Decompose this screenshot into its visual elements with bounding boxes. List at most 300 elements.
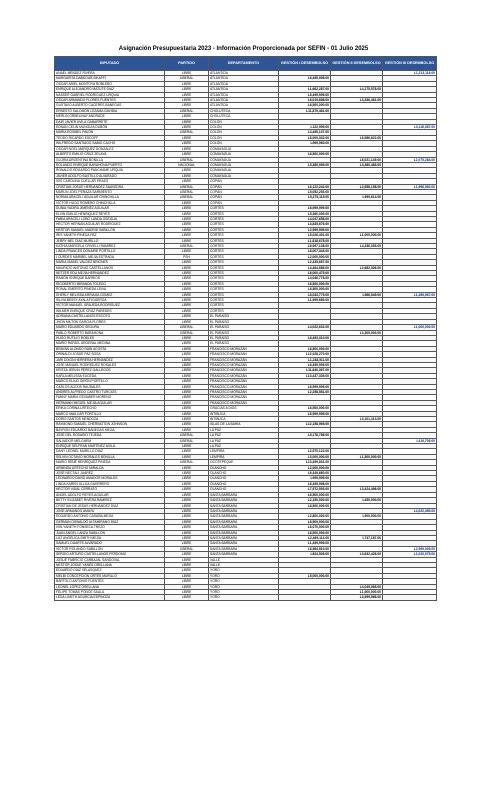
cell-diputado: MARGARITA DABDOUB SIKAFFI <box>55 76 165 81</box>
cell-gestion-2: L1,000,000.00 <box>331 233 383 238</box>
cell-departamento: CORTÉS <box>209 276 279 281</box>
cell-partido: LIBRE <box>165 503 209 508</box>
cell-gestion-1: L4,464,686.00 <box>279 265 331 270</box>
cell-departamento: YORO <box>209 595 279 600</box>
cell-gestion-1: L6,500,000.00 <box>279 519 331 524</box>
cell-departamento: ATLÁNTIDA <box>209 103 279 108</box>
cell-diputado: EDNAN CELIN MUNGUIA DUBÓN <box>55 125 165 130</box>
cell-departamento: FRANCISCO MORAZÁN <box>209 346 279 351</box>
cell-diputado: JOSÉ MANUEL RODRÍGUEZ ROSALES <box>55 362 165 367</box>
cell-partido: LIBRE <box>165 379 209 384</box>
cell-partido: LIBRE <box>165 173 209 178</box>
cell-departamento: SANTA BÁRBARA <box>209 514 279 519</box>
cell-diputado: ROLANDO ENRIQUE BARAHONA PUERTO <box>55 162 165 167</box>
cell-gestion-1: L6,493,310.00 <box>279 335 331 340</box>
cell-partido: LIBRE <box>165 427 209 432</box>
cell-departamento: FRANCISCO MORAZÁN <box>209 389 279 394</box>
cell-departamento: OLANCHO <box>209 481 279 486</box>
cell-partido: LIBRE <box>165 341 209 346</box>
cell-partido: LIBRE <box>165 87 209 92</box>
cell-partido: LIBRE <box>165 368 209 373</box>
cell-gestion-2: L3,999,966.00 <box>331 595 383 600</box>
cell-gestion-1: L2,000,000.00 <box>279 465 331 470</box>
cell-departamento: SANTA BÁRBARA <box>209 552 279 557</box>
cell-departamento: OCOTEPEQUE <box>209 460 279 465</box>
cell-gestion-2: L966,549.00 <box>331 292 383 297</box>
cell-gestion-1: L6,499,999.00 <box>279 92 331 97</box>
cell-departamento: YORO <box>209 568 279 573</box>
document-title: Asignación Presupuestaria 2023 - Información Proporcionada por SEFIN - 01 Julio 2025 <box>118 46 369 52</box>
cell-departamento: COMAYAGUA <box>209 168 279 173</box>
cell-diputado: EDUARDO DIAZ VELASQUEZ <box>55 568 165 573</box>
cell-gestion-1: L2,258,581.00 <box>279 389 331 394</box>
cell-diputado: MAURICIO ANTONIO CASTELLANOS <box>55 265 165 270</box>
cell-gestion-1: L6,499,998.00 <box>279 76 331 81</box>
cell-diputado: VÍCTOR MANUEL GRAJEDA RODRÍGUEZ <box>55 303 165 308</box>
cell-diputado: JOSÉ NECTALÍ JUÁREZ <box>55 471 165 476</box>
cell-partido: LIBRE <box>165 125 209 130</box>
cell-departamento: OLANCHO <box>209 476 279 481</box>
cell-departamento: LA PAZ <box>209 433 279 438</box>
cell-partido: LIBRE <box>165 535 209 540</box>
cell-gestion-1: L6,997,138.00 <box>279 244 331 249</box>
cell-departamento: COPÁN <box>209 195 279 200</box>
cell-diputado: NASSER GABRIEL RODRIGUEZ URQUIA <box>55 92 165 97</box>
cell-gestion-1: L2,469,114.00 <box>279 535 331 540</box>
cell-partido: LIBRE <box>165 362 209 367</box>
cell-diputado: OSCAR NOEL MARQUEZ GONZALEZ <box>55 146 165 151</box>
cell-departamento: COLÓN <box>209 130 279 135</box>
cell-diputado: SERGIO ARTURO CASTELLANOS PERDOMO <box>55 552 165 557</box>
cell-diputado: PABLO ROBERTO BARAHONA <box>55 330 165 335</box>
cell-diputado: ISIS CAROLINA CUELLAR ERAZO <box>55 179 165 184</box>
cell-diputado: MARIA ROSIBEL PAVÓN <box>55 130 165 135</box>
cell-departamento: FRANCISCO MORAZÁN <box>209 400 279 405</box>
cell-gestion-1: L1,818,678.00 <box>279 238 331 243</box>
cell-diputado: GUSTAVO ALBERTO CACERES BANEGAS <box>55 103 165 108</box>
cell-diputado: JUAN ÁNGEL LANZA SABILLÓN <box>55 530 165 535</box>
cell-departamento: CORTÉS <box>209 238 279 243</box>
cell-gestion-2: L1,500,000.00 <box>331 590 383 595</box>
cell-departamento: CORTÉS <box>209 244 279 249</box>
cell-departamento: SANTA BÁRBARA <box>209 525 279 530</box>
header-departamento: DEPARTAMENTO <box>209 57 279 71</box>
cell-gestion-1: L2,435,667.00 <box>279 260 331 265</box>
cell-departamento: EL PARAÍSO <box>209 341 279 346</box>
cell-partido: LIBRE <box>165 562 209 567</box>
cell-gestion-1: L2,999,999.00 <box>279 227 331 232</box>
cell-departamento: FRANCISCO MORAZÁN <box>209 373 279 378</box>
cell-gestion-2: L900,000.00 <box>331 514 383 519</box>
cell-partido: PSH <box>165 254 209 259</box>
cell-departamento: CHOLUTECA <box>209 114 279 119</box>
cell-departamento: EL PARAÍSO <box>209 314 279 319</box>
cell-gestion-1: L6,499,999.00 <box>279 362 331 367</box>
cell-gestion-1: L6,070,000.00 <box>279 525 331 530</box>
cell-departamento: COMAYAGUA <box>209 157 279 162</box>
cell-diputado: ALBERTO EMILIO CRUZ ZELAYA <box>55 152 165 157</box>
cell-gestion-1: L6,500,000.00 <box>279 406 331 411</box>
cell-partido: LIBRE <box>165 249 209 254</box>
cell-gestion-2: L3,101,413.00 <box>331 417 383 422</box>
cell-departamento: YORO <box>209 579 279 584</box>
cell-departamento: CORTÉS <box>209 233 279 238</box>
cell-diputado: MARCO MAILCAR PORTILLO <box>55 411 165 416</box>
cell-partido: LIBERAL <box>165 325 209 330</box>
cell-partido: LIBRE <box>165 238 209 243</box>
cell-departamento: CORTÉS <box>209 249 279 254</box>
cell-diputado: LEONEL LÓPEZ ORELLANA <box>55 584 165 589</box>
cell-gestion-1: L1,662,287.00 <box>279 87 331 92</box>
cell-gestion-3: L1,000,000.00 <box>383 325 437 330</box>
cell-partido: LIBRE <box>165 444 209 449</box>
cell-gestion-1: L1,499,999.00 <box>279 541 331 546</box>
cell-diputado: HERMANN MIGUEL MEJÍA AGUILAR <box>55 400 165 405</box>
cell-partido: LIBERAL <box>165 76 209 81</box>
cell-departamento: ATLÁNTIDA <box>209 87 279 92</box>
cell-gestion-1: L6,500,000.00 <box>279 287 331 292</box>
cell-partido: LIBRE <box>165 211 209 216</box>
cell-diputado: BAYRON EDUARDO BANEGAS MEJÍA <box>55 427 165 432</box>
cell-departamento: YORO <box>209 590 279 595</box>
cell-gestion-3 <box>383 595 437 600</box>
cell-partido: LIBRE <box>165 352 209 357</box>
cell-partido: LIBRE <box>165 400 209 405</box>
header-gestion-1: GESTIÓN I DESEMBOLSO <box>279 57 331 71</box>
cell-gestion-1: L12,028,270.00 <box>279 352 331 357</box>
cell-diputado: DUNIA YADIRA JIMÉNEZ AGUILAR <box>55 206 165 211</box>
cell-departamento: CORTÉS <box>209 254 279 259</box>
cell-departamento: COMAYAGUA <box>209 173 279 178</box>
cell-gestion-1: L1,999,680.00 <box>279 298 331 303</box>
cell-departamento: SANTA BÁRBARA <box>209 546 279 551</box>
table-body <box>55 71 437 601</box>
budget-table <box>54 56 437 601</box>
cell-departamento: EL PARAÍSO <box>209 325 279 330</box>
cell-gestion-3: L2,075,284.00 <box>383 157 437 162</box>
cell-diputado: ÁNGEL ADOLFO REYES AGUILAR <box>55 492 165 497</box>
cell-gestion-1: L6,500,000.00 <box>279 503 331 508</box>
cell-gestion-2: L3,380,483.00 <box>331 162 383 167</box>
cell-gestion-1: L1,248,511.00 <box>279 357 331 362</box>
cell-gestion-1: L6,000,475.00 <box>279 271 331 276</box>
cell-departamento: LEMPIRA <box>209 454 279 459</box>
cell-departamento: FRANCISCO MORAZÁN <box>209 368 279 373</box>
cell-diputado: KARLA MELISSA EUCEDA <box>55 373 165 378</box>
cell-departamento: COPÁN <box>209 179 279 184</box>
cell-diputado: BARTOLO ANTONIO FUENTES <box>55 579 165 584</box>
cell-partido: LIBRE <box>165 519 209 524</box>
cell-departamento: SANTA BÁRBARA <box>209 492 279 497</box>
cell-partido: LIBRE <box>165 395 209 400</box>
cell-gestion-1: L999,060.00 <box>279 141 331 146</box>
cell-partido: LIBERAL <box>165 546 209 551</box>
cell-departamento: LA PAZ <box>209 427 279 432</box>
cell-partido: LIBRE <box>165 422 209 427</box>
cell-partido: LIBRE <box>165 152 209 157</box>
cell-partido: LIBERAL <box>165 184 209 189</box>
cell-partido: LIBRE <box>165 389 209 394</box>
cell-gestion-1: L6,500,000.00 <box>279 103 331 108</box>
cell-partido: LIBRE <box>165 590 209 595</box>
cell-partido: LIBRE <box>165 146 209 151</box>
cell-gestion-1: L13,499,831.00 <box>279 460 331 465</box>
cell-gestion-1: L6,499,998.00 <box>279 481 331 486</box>
cell-gestion-2: L4,175,578.00 <box>331 87 383 92</box>
cell-partido: LIBRE <box>165 265 209 270</box>
cell-partido: LIBERAL <box>165 157 209 162</box>
cell-gestion-1: L5,052,253.00 <box>279 189 331 194</box>
cell-partido: LIBRE <box>165 508 209 513</box>
cell-gestion-2: L2,682,306.00 <box>331 265 383 270</box>
cell-gestion-1: L3,499,107.00 <box>279 130 331 135</box>
cell-departamento: ATLÁNTIDA <box>209 71 279 76</box>
cell-diputado: NESTOR JOSUE YANES ORELLANA <box>55 562 165 567</box>
cell-gestion-2: L999,614.00 <box>331 195 383 200</box>
cell-diputado: LOURDES MARIBEL MEJIA ESTRADA <box>55 254 165 259</box>
cell-gestion-2: L6,021,149.00 <box>331 157 383 162</box>
cell-gestion-1: L4,022,632.00 <box>279 325 331 330</box>
cell-partido: LIBRE <box>165 92 209 97</box>
header-gestion-3: GESTIÓN III DESEMBOLSO <box>383 57 437 71</box>
cell-partido: LIBRE <box>165 406 209 411</box>
cell-diputado: SILVIA BESSY AYALA FIGUEROA <box>55 298 165 303</box>
cell-partido: LIBERAL <box>165 189 209 194</box>
cell-gestion-1: L5,389,999.00 <box>279 162 331 167</box>
cell-departamento: COPÁN <box>209 200 279 205</box>
header-diputado: DIPUTADO <box>55 57 165 71</box>
cell-gestion-1: L4,047,658.00 <box>279 216 331 221</box>
cell-diputado: VÍCTOR HUGO ROMERO CHINCHILLA <box>55 200 165 205</box>
cell-gestion-1: L11,640,367.00 <box>279 368 331 373</box>
cell-diputado: OSCAR ARMANDO FLORES FUENTES <box>55 98 165 103</box>
cell-gestion-1: L6,999,999.00 <box>279 384 331 389</box>
cell-partido: LIBRE <box>165 498 209 503</box>
cell-partido: LIBRE <box>165 119 209 124</box>
cell-gestion-1: L2,800,000.00 <box>279 514 331 519</box>
cell-gestion-1: L6,449,660.00 <box>279 471 331 476</box>
cell-diputado: RAYMOND SAMUEL CHERINGTON JOHNSON <box>55 422 165 427</box>
cell-gestion-1: L122,999.00 <box>279 125 331 130</box>
cell-diputado: DAIR JAVIER ÁVILA GABARRETE <box>55 119 165 124</box>
cell-gestion-1: L3,835,676.00 <box>279 222 331 227</box>
cell-diputado: BETTY ELIZABET RIVERA RAMÍREZ <box>55 498 165 503</box>
cell-departamento: SANTA BÁRBARA <box>209 519 279 524</box>
cell-diputado: SALVADOR MELGHEM <box>55 438 165 443</box>
cell-diputado: JHON MILTON GARCÍA FLORES <box>55 319 165 324</box>
cell-diputado: RONAL EMERITO PINEDA LEIVA <box>55 287 165 292</box>
cell-gestion-1: L13,437,339.00 <box>279 373 331 378</box>
cell-partido: LIBRE <box>165 287 209 292</box>
cell-gestion-1: L2,000,000.00 <box>279 254 331 259</box>
cell-departamento: FRANCISCO MORAZÁN <box>209 379 279 384</box>
cell-departamento: CORTÉS <box>209 222 279 227</box>
cell-gestion-2: L4,336,353.00 <box>331 244 383 249</box>
cell-gestion-1: L5,026,491.00 <box>279 233 331 238</box>
cell-partido: LIBRE <box>165 303 209 308</box>
cell-partido: LIBERAL <box>165 108 209 113</box>
cell-gestion-2: L450,000.00 <box>331 498 383 503</box>
cell-diputado: SHERLY MELISSA ARRIAGA GÓMEZ <box>55 292 165 297</box>
cell-gestion-1: L11,879,461.00 <box>279 108 331 113</box>
cell-departamento: EL PARAÍSO <box>209 319 279 324</box>
cell-departamento: COLÓN <box>209 141 279 146</box>
cell-partido: LIBRE <box>165 271 209 276</box>
cell-diputado: SAMUEL DUARTE ALVARADO <box>55 541 165 546</box>
cell-diputado: VÍCTOR ROLANDO SABILLÓN <box>55 546 165 551</box>
cell-diputado: ARMINDA URTECHO MIRALDA <box>55 465 165 470</box>
cell-departamento: ISLAS DE LA BAHÍA <box>209 422 279 427</box>
cell-partido: LIBRE <box>165 471 209 476</box>
cell-gestion-3: L1,020,075.00 <box>383 552 437 557</box>
cell-departamento: ATLÁNTIDA <box>209 81 279 86</box>
cell-diputado: WILFREDO SANTIAGO SABIO CACHO <box>55 141 165 146</box>
cell-gestion-1 <box>279 595 331 600</box>
cell-diputado: JARI DIXON HERRERA HERNÁNDEZ <box>55 357 165 362</box>
cell-gestion-2: L3,305,000.00 <box>331 330 383 335</box>
cell-diputado: MERLIN ORBELINAY ANDRADE <box>55 114 165 119</box>
cell-departamento: CORTÉS <box>209 281 279 286</box>
cell-partido: LIBRE <box>165 492 209 497</box>
cell-departamento: LA PAZ <box>209 444 279 449</box>
cell-partido: LIBERAL <box>165 460 209 465</box>
cell-departamento: CORTÉS <box>209 287 279 292</box>
cell-diputado: LINDA KAREN ULLOA GUERRERO <box>55 481 165 486</box>
cell-gestion-1: L6,000,332.00 <box>279 135 331 140</box>
cell-diputado: FABIA ARACELI LOBO LANDA OSEGUA <box>55 216 165 221</box>
cell-partido: LIBRE <box>165 298 209 303</box>
cell-diputado: SELVIN OCTAVIO MORALES BONILLA <box>55 454 165 459</box>
cell-diputado: CARLOS ALEXIS RAUDALES <box>55 384 165 389</box>
cell-departamento: FRANCISCO MORAZÁN <box>209 357 279 362</box>
cell-departamento: COPÁN <box>209 184 279 189</box>
cell-gestion-1: L6,500,000.00 <box>279 492 331 497</box>
cell-partido: LIBRE <box>165 584 209 589</box>
cell-diputado: LEONARDO DAVID AMADOR MORALES <box>55 476 165 481</box>
cell-diputado: FELIPE TOMÁS PONCE SAULA <box>55 590 165 595</box>
cell-gestion-3: L1,996,560.00 <box>383 184 437 189</box>
cell-diputado: MELBI CONCEPCIÓN ORTÉS MURILLO <box>55 573 165 578</box>
cell-departamento: OLANCHO <box>209 465 279 470</box>
cell-diputado: JOSÉ DEL ROSARIO TEJEDA <box>55 433 165 438</box>
cell-departamento: FRANCISCO MORAZÁN <box>209 352 279 357</box>
cell-diputado: ERNESTO SALOMÓN LEZAMA GAVIDIA <box>55 108 165 113</box>
cell-departamento: OLANCHO <box>209 487 279 492</box>
cell-gestion-1: L7,972,593.00 <box>279 487 331 492</box>
cell-diputado: CRISTIAN DE JESÚS HERNÁNDEZ DÍAZ <box>55 503 165 508</box>
cell-partido: LIBRE <box>165 98 209 103</box>
cell-gestion-1: L6,500,000.00 <box>279 152 331 157</box>
cell-partido: LIBRE <box>165 179 209 184</box>
cell-diputado: BRAYAN ALONSO RUBÍ ACOSTA <box>55 346 165 351</box>
cell-diputado: ANDRÉS ALFREDO CASTRO TURCIOS <box>55 389 165 394</box>
cell-gestion-1: L6,984,510.00 <box>279 546 331 551</box>
cell-departamento: COMAYAGUA <box>209 162 279 167</box>
cell-diputado: KATHIA MARCELA CRIVELLI RAMÍREZ <box>55 244 165 249</box>
cell-gestion-3: L4,022,450.00 <box>383 508 437 513</box>
cell-diputado: DANY LEONEL MURILLO DÍAZ <box>55 449 165 454</box>
cell-diputado: MARIO RENÉ HENRÍQUEZ PINEDA <box>55 460 165 465</box>
cell-gestion-1: L4,046,778.00 <box>279 276 331 281</box>
cell-departamento: COMAYAGUA <box>209 152 279 157</box>
cell-partido: LIBRE <box>165 206 209 211</box>
cell-partido: LIBRE <box>165 384 209 389</box>
cell-gestion-1: L2,570,122.00 <box>279 449 331 454</box>
cell-departamento: VALLE <box>209 557 279 562</box>
cell-departamento: YORO <box>209 584 279 589</box>
cell-departamento: ATLÁNTIDA <box>209 92 279 97</box>
cell-partido: LIBRE <box>165 168 209 173</box>
cell-diputado: MARCO ELIUD GIRÓN PORTILLO <box>55 379 165 384</box>
cell-partido: LIBRE <box>165 346 209 351</box>
cell-diputado: TEODO RICARDO ESCOFF <box>55 135 165 140</box>
cell-diputado: HÉCTOR VIDAL CERRATO <box>55 487 165 492</box>
cell-partido: LIBRE <box>165 541 209 546</box>
cell-partido: LIBERAL <box>165 244 209 249</box>
cell-departamento: SANTA BÁRBARA <box>209 541 279 546</box>
cell-partido: LIBRE <box>165 357 209 362</box>
cell-partido: LIBRE <box>165 260 209 265</box>
cell-departamento: CORTÉS <box>209 303 279 308</box>
cell-gestion-3: L419,705.00 <box>383 438 437 443</box>
cell-departamento: SANTA BÁRBARA <box>209 508 279 513</box>
cell-diputado: DORIS SANTOS MENDOZA <box>55 417 165 422</box>
cell-diputado: ENRIQUE SELFRAN MARTÍNEZ ÁVILA <box>55 444 165 449</box>
cell-gestion-2: L3,632,426.00 <box>331 552 383 557</box>
cell-departamento: OLANCHO <box>209 471 279 476</box>
cell-partido: LIBRE <box>165 216 209 221</box>
cell-partido: LIBRE <box>165 514 209 519</box>
cell-diputado: RONALDO EDGARDO PANCHAME URQUIA <box>55 168 165 173</box>
header-gestion-2: GESTIÓN II DESEMBOLSO <box>331 57 383 71</box>
cell-departamento: CORTÉS <box>209 260 279 265</box>
cell-diputado: FANNY MARIA GEVAWER MORENO <box>55 395 165 400</box>
cell-departamento: CORTÉS <box>209 308 279 313</box>
cell-partido: LIBRE <box>165 454 209 459</box>
cell-partido: LIBRE <box>165 222 209 227</box>
cell-gestion-1: L6,999,999.00 <box>279 206 331 211</box>
cell-diputado: JOSUÉ FABRICIO CARBAJAL SANDOVAL <box>55 557 165 562</box>
table-row <box>55 595 437 600</box>
cell-gestion-1: L3,000,000.00 <box>279 454 331 459</box>
cell-departamento: ATLÁNTIDA <box>209 98 279 103</box>
cell-partido: LIBRE <box>165 335 209 340</box>
cell-partido: LIBRE <box>165 308 209 313</box>
cell-diputado: MARIO EDUARDO SEGURA <box>55 325 165 330</box>
cell-partido: LIBRE <box>165 314 209 319</box>
cell-diputado: ANAEL MÉNDEZ RIVERA <box>55 71 165 76</box>
cell-diputado: CRISTIAN JOSUÉ HERNÁNDEZ SAAVEDRA <box>55 184 165 189</box>
cell-partido: LIBRE <box>165 141 209 146</box>
cell-departamento: SANTA BÁRBARA <box>209 503 279 508</box>
cell-diputado: GLORIA ARGENTINA BONILLA <box>55 157 165 162</box>
cell-partido: LIBERAL <box>165 130 209 135</box>
cell-diputado: LINDA FRANCES DONAIRE PORTILLO <box>55 249 165 254</box>
cell-gestion-2: L2,658,158.00 <box>331 184 383 189</box>
cell-partido: LIBRE <box>165 595 209 600</box>
cell-gestion-1: L6,122,242.00 <box>279 184 331 189</box>
cell-gestion-3: L1,213,116.00 <box>383 71 437 76</box>
cell-partido: LIBRE <box>165 319 209 324</box>
cell-partido: LIBRE <box>165 525 209 530</box>
cell-diputado: KRITZA JERLIN PEREZ GALLEGOS <box>55 368 165 373</box>
cell-departamento: INTIBUCÁ <box>209 411 279 416</box>
cell-diputado: JOSÉ ARMANDO AMAYA <box>55 508 165 513</box>
cell-departamento: COLÓN <box>209 125 279 130</box>
cell-diputado: HÉCTOR HERNÁN AGUILAR RODRÍGUEZ <box>55 222 165 227</box>
cell-gestion-2: L747,187.00 <box>331 535 383 540</box>
cell-gestion-1: L824,526.00 <box>279 552 331 557</box>
